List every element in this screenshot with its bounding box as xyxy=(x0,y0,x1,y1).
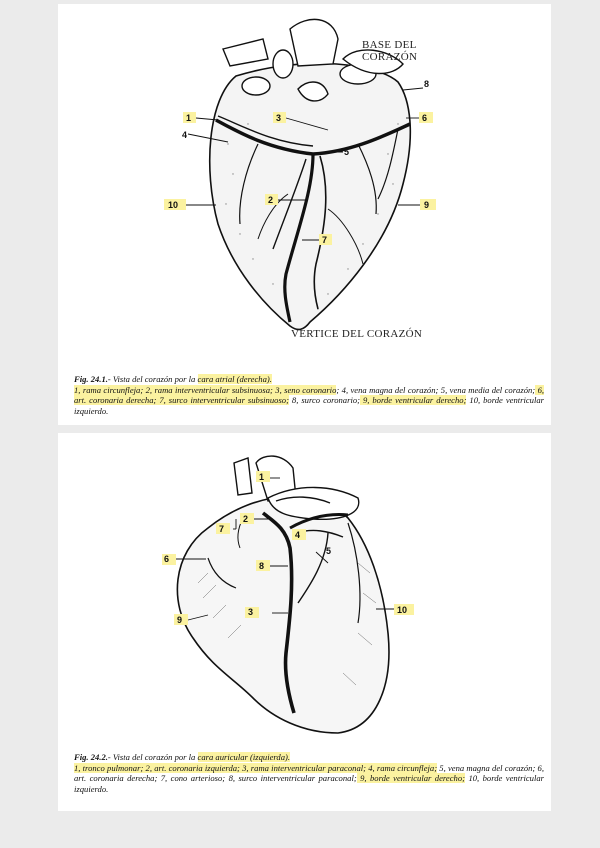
fig2-label-6: 6 xyxy=(164,554,170,564)
figure-24-2-panel xyxy=(58,433,551,811)
caption-item: 9, borde ventricular derecho; xyxy=(356,773,466,784)
fig2-label-7: 7 xyxy=(219,524,225,534)
caption-item: 3, seno coronario xyxy=(272,384,337,395)
caption-item: 10, borde ventricular izquierdo. xyxy=(74,773,544,794)
figure-24-1-panel xyxy=(58,4,551,425)
caption-view: cara atrial (derecha). xyxy=(197,374,272,384)
caption-item: 8, surco coronario; xyxy=(288,395,360,406)
caption-title: Fig. 24.2.- xyxy=(74,752,111,762)
fig2-label-2: 2 xyxy=(243,514,249,524)
caption-item: 5, vena media del corazón; xyxy=(438,384,536,395)
caption-title: Fig. 24.1.- xyxy=(74,374,111,384)
fig2-label-10: 10 xyxy=(397,605,408,615)
fig1-label-4: 4 xyxy=(182,130,188,140)
caption-item: 6, art. coronaria derecha; 7, surco interventricular subsinuoso; xyxy=(74,384,545,406)
fig1-label-5: 5 xyxy=(344,147,350,157)
caption-intro: Vista del corazón por la xyxy=(110,752,198,762)
caption-intro: Vista del corazón por la xyxy=(110,374,198,384)
fig2-label-1: 1 xyxy=(259,472,265,482)
fig1-label-6: 6 xyxy=(422,113,428,123)
figure-24-2-caption xyxy=(74,752,544,794)
heart-right-view-illustration xyxy=(58,4,551,369)
fig2-label-8: 8 xyxy=(259,561,265,571)
fig1-label-1: 1 xyxy=(186,113,192,123)
fig2-label-4: 4 xyxy=(295,530,301,540)
fig2-label-9: 9 xyxy=(177,615,183,625)
fig1-label-9: 9 xyxy=(424,200,430,210)
fig1-label-7: 7 xyxy=(322,235,328,245)
fig2-label-5: 5 xyxy=(326,546,332,556)
caption-item: 1, rama circunfleja; xyxy=(74,384,144,395)
heading-base-line1: BASE DEL xyxy=(362,39,417,51)
caption-item: 2, rama interventricular subsinuosa; xyxy=(143,384,273,395)
fig1-label-8: 8 xyxy=(424,79,430,89)
caption-item: 9, borde ventricular derecho; xyxy=(360,395,467,406)
heart-left-view-illustration xyxy=(58,433,551,748)
heading-apex: VÉRTICE DEL CORAZÓN xyxy=(291,328,423,340)
fig1-label-2: 2 xyxy=(268,195,274,205)
heading-base-line2: CORAZÓN xyxy=(362,51,418,63)
fig1-label-10: 10 xyxy=(168,200,179,210)
figure-24-1-caption xyxy=(74,374,544,416)
fig2-label-3: 3 xyxy=(248,607,254,617)
fig1-label-3: 3 xyxy=(276,113,282,123)
caption-item: 5, vena magna del corazón; 6, art. coronaria derecha; 7, cono arterioso; 8, surco interventricular paraconal; xyxy=(74,762,544,784)
caption-item: ; 4, vena magna del corazón; xyxy=(336,384,439,395)
caption-item: 10, borde ventricular izquierdo. xyxy=(74,395,545,416)
heart-outline xyxy=(210,63,411,329)
caption-view: cara auricular (izquierda). xyxy=(197,752,291,762)
caption-item: 1, tronco pulmonar; 2, art. coronaria izquierda; 3, rama interventricular paraconal; 4, rama circunfleja; xyxy=(74,762,438,773)
